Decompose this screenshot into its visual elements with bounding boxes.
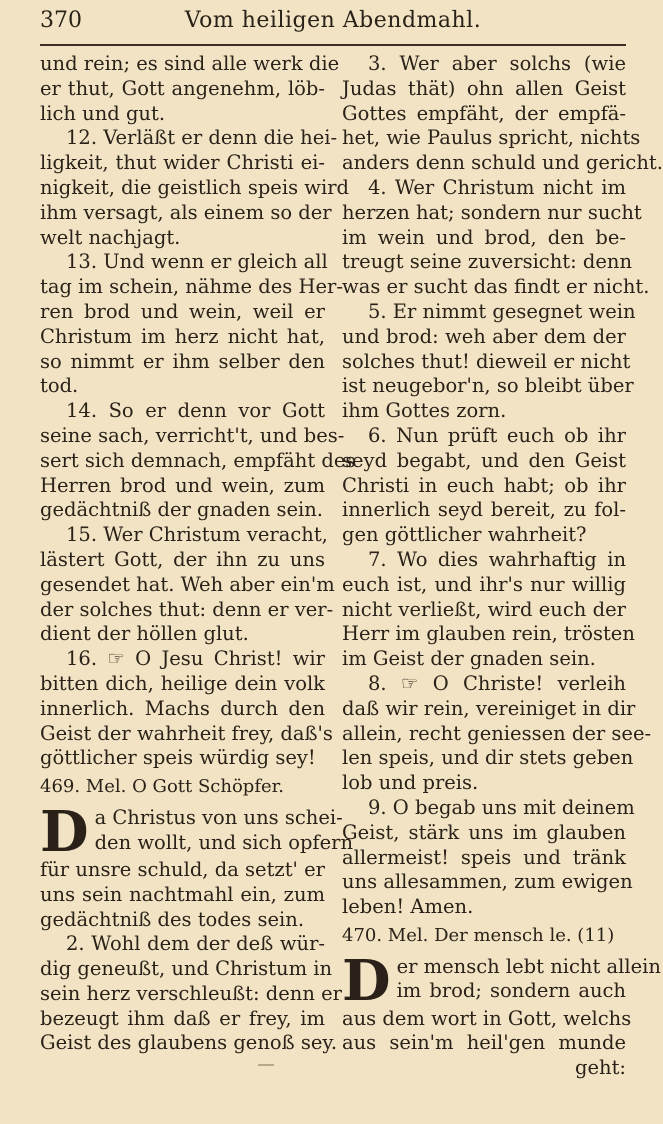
text-line: lob und preis. [342, 771, 479, 795]
text-line: der solches thut: denn er ver- [40, 597, 334, 621]
verse-11-end [40, 52, 340, 126]
text-line: für unsre schuld, da setzt' er [40, 857, 325, 881]
text-line: und brod: weh aber dem der [342, 324, 626, 348]
text-line: uns allesammen, zum ewigen [342, 870, 633, 894]
verse-8 [342, 671, 652, 796]
text-line: 7. Wo dies wahrhaftig in [368, 547, 626, 571]
verse-7 [342, 547, 635, 672]
text-line: sert sich demnach, empfäht des [40, 448, 356, 472]
text-line: Gottes empfäht, der empfä- [342, 101, 626, 125]
verse-12 [40, 126, 350, 250]
text-line: herzen hat; sondern nur sucht [342, 200, 642, 224]
text-line: gen göttlicher wahrheit? [342, 523, 587, 547]
text-line: 5. Er nimmt gesegnet wein [368, 299, 636, 323]
text-line: welt nachjagt. [40, 225, 181, 249]
verse-9 [342, 795, 635, 920]
verse-6 [342, 424, 626, 548]
text-line: lästert Gott, der ihn zu uns [40, 547, 325, 571]
text-line: euch ist, und ihr's nur willig [342, 572, 626, 596]
drop-cap: D [342, 947, 391, 1014]
text-line: innerlich. Machs durch den [40, 696, 325, 720]
text-line: aus sein'm heil'gen munde [342, 1031, 626, 1055]
text-line: 4. Wer Christum nicht im [368, 175, 626, 199]
verse-13 [40, 250, 343, 399]
text-line: ihm versagt, als einem so der [40, 200, 332, 224]
text-line: solches thut! dieweil er nicht [342, 349, 631, 373]
text-line: geht: [575, 1056, 626, 1080]
text-line: seyd begabt, und den Geist [342, 448, 626, 472]
running-title: Vom heiligen Abendmahl. [184, 8, 482, 33]
text-line: ist neugebor'n, so bleibt über [342, 374, 634, 398]
text-line: bitten dich, heilige dein volk [40, 671, 325, 695]
hymn-470-verse-1 [342, 947, 661, 1081]
text-line: göttlicher speis würdig sey! [40, 746, 316, 770]
verse-3 [342, 52, 663, 176]
text-line: bezeugt ihm daß er frey, im [40, 1006, 325, 1030]
text-line: 2. Wohl dem der deß wür- [66, 932, 325, 956]
text-line: Herr im glauben rein, trösten [342, 622, 635, 646]
hymn-469-heading: 469. Mel. O Gott Schöpfer. [40, 776, 284, 798]
verse-15 [40, 523, 335, 647]
text-line: dig geneußt, und Christum in [40, 957, 333, 981]
text-line: a Christus von uns schei- [94, 805, 343, 829]
text-line: nicht verließt, wird euch der [342, 597, 626, 621]
text-line: ren brod und wein, weil er [40, 299, 325, 323]
text-line: 3. Wer aber solchs (wie [368, 52, 626, 75]
page-header [40, 6, 626, 36]
verse-4 [342, 175, 650, 300]
text-line: tod. [40, 374, 79, 398]
left-column [40, 52, 356, 1056]
text-line: gedächtniß der gnaden sein. [40, 498, 323, 522]
text-line: 8. ☞ O Christe! verleih [368, 671, 626, 695]
text-line: 14. So er denn vor Gott [66, 399, 325, 423]
verse-14 [40, 399, 356, 523]
text-line: im Geist der gnaden sein. [342, 647, 596, 671]
text-line: Herren brod und wein, zum [40, 473, 325, 497]
text-line: ihm Gottes zorn. [342, 399, 507, 423]
text-line: treugt seine zuversicht: denn [342, 250, 633, 274]
text-line: und rein; es sind alle werk die [40, 52, 340, 75]
header-rule [40, 44, 626, 46]
text-line: sein herz verschleußt: denn er [40, 981, 342, 1005]
text-line: im brod; sondern auch [396, 979, 626, 1003]
text-line: daß wir rein, vereiniget in dir [342, 696, 636, 720]
text-line: 15. Wer Christum veracht, [66, 523, 328, 547]
text-line: 6. Nun prüft euch ob ihr [368, 423, 626, 447]
text-line: er thut, Gott angenehm, löb- [40, 76, 325, 100]
text-line: gesendet hat. Weh aber ein'm [40, 572, 335, 596]
text-line: so nimmt er ihm selber den [40, 349, 325, 373]
drop-cap: D [40, 798, 89, 865]
text-line: uns sein nachtmahl ein, zum [40, 882, 325, 906]
text-line: lich und gut. [40, 101, 166, 125]
text-line: anders denn schuld und gericht. [342, 151, 663, 175]
text-line: allermeist! speis und tränk [342, 845, 626, 869]
footer-mark [258, 1064, 274, 1066]
text-line: 9. O begab uns mit deinem [368, 795, 635, 819]
text-line: nigkeit, die geistlich speis wird [40, 175, 350, 199]
text-line: ligkeit, thut wider Christi ei- [40, 151, 325, 175]
text-line: dient der höllen glut. [40, 622, 249, 646]
text-line: was er sucht das findt er nicht. [342, 275, 650, 299]
page-number: 370 [40, 8, 82, 33]
text-line: Geist des glaubens genoß sey. [40, 1031, 338, 1055]
text-line: leben! Amen. [342, 895, 474, 919]
text-line: gedächtniß des todes sein. [40, 907, 305, 931]
text-line: im wein und brod, den be- [342, 225, 626, 249]
text-line: Geist der wahrheit frey, daß's [40, 721, 333, 745]
text-line: seine sach, verricht't, und bes- [40, 423, 345, 447]
text-line: er mensch lebt nicht allein [396, 954, 661, 978]
text-line: 16. ☞ O Jesu Christ! wir [66, 647, 325, 671]
text-line: den wollt, und sich opfern [94, 830, 354, 854]
text-line: het, wie Paulus spricht, nichts [342, 126, 641, 150]
verse-5 [342, 299, 636, 424]
text-line: Christum im herz nicht hat, [40, 324, 325, 348]
text-line: len speis, und dir stets geben [342, 746, 634, 770]
text-line: Christi in euch habt; ob ihr [342, 473, 626, 497]
text-line: Judas thät) ohn allen Geist [342, 76, 626, 100]
text-line: tag im schein, nähme des Her- [40, 275, 343, 299]
text-line: aus dem wort in Gott, welchs [342, 1006, 632, 1030]
text-line: allein, recht geniessen der see- [342, 721, 652, 745]
text-line: Geist, stärk uns im glauben [342, 820, 626, 844]
hymn-469-verse-2 [40, 932, 342, 1056]
text-line: 12. Verläßt er denn die hei- [66, 126, 338, 150]
text-line: 13. Und wenn er gleich all [66, 250, 328, 274]
right-column [342, 52, 663, 1081]
text-line: innerlich seyd bereit, zu fol- [342, 498, 626, 522]
verse-16 [40, 647, 333, 771]
hymn-470-heading: 470. Mel. Der mensch le. (11) [342, 924, 615, 946]
hymn-469-verse-1 [40, 798, 354, 932]
